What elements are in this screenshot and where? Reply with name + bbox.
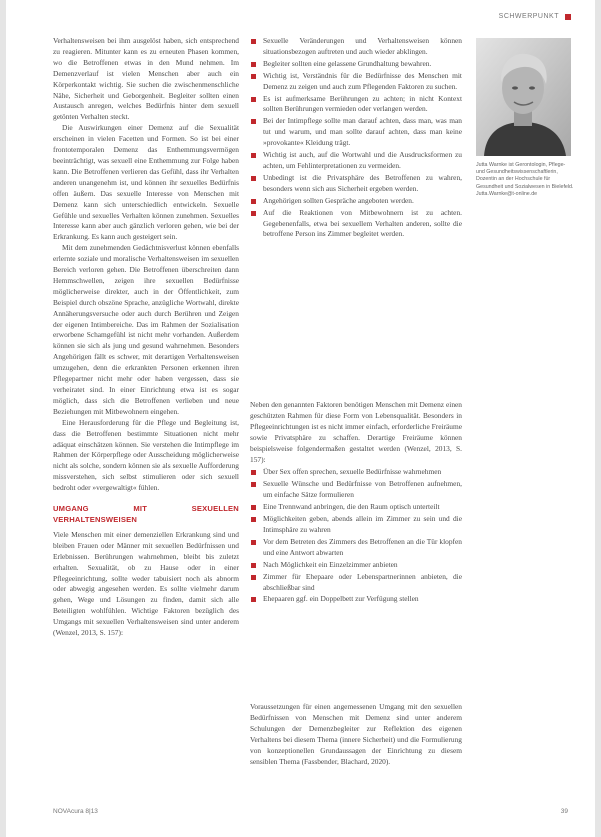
- paragraph: Viele Menschen mit einer demenziellen Erkrankung sind und bleiben Frauen oder Männer mit sexuellen Bedürfnissen und Erlebnissen. Berührungen wahrnehmen, bleibt bis zuletzt erhalten. Sexualität, ob zu Hause oder in einer Pflegeeinrichtung, sollte weder tabuisiert noch als abnorm oder abwegig angesehen werden. Es sollte vielmehr darum gehen, Wege und Lösungen zu finden, damit sich alle Beteiligten wohlfühlen. Wichtige Faktoren bezüglich des Umgangs mit sexuellen Verhaltensweisen sind unter anderem (Wenzel, 2013, S. 157):: [53, 529, 239, 638]
- list-item: Möglichkeiten geben, abends allein im Zimmer zu sein und die Intimsphäre zu wahren: [250, 514, 462, 536]
- section-header: [499, 13, 571, 20]
- author-caption: Jutta Warnke ist Gerontologin, Pflege- und Gesundheitswissenschaftlerin, Dozentin an der Hochschule für Gesundheit und Sozialwesen in Bielefeld. Jutta.Warnke@t-online.de: [476, 162, 574, 197]
- list-item: Über Sex offen sprechen, sexuelle Bedürfnisse wahrnehmen: [250, 467, 462, 478]
- page-footer: [53, 808, 568, 815]
- list-item: Vor dem Betreten des Zimmers des Betroffenen an die Tür klopfen und eine Antwort abwarten: [250, 537, 462, 559]
- page-number: 39: [560, 808, 568, 815]
- left-margin-rail: [0, 0, 6, 837]
- paragraph: Verhaltensweisen bei ihm ausgelöst haben, sich entsprechend zu reagieren. Mitunter kann es zu erneuten Phasen kommen, wo die Betroffenen etwas in den Mund nehmen. Im Demenzverlauf ist vielen Menschen aber auch ein Körperkontakt wichtig. Sie suchen die zwischenmenschliche Nähe, Sicherheit und Geborgenheit. Begleiter sollten einen Austausch anregen, welches Bedürfnis hinter dem sexuell getönten Verhalten steckt.: [53, 36, 239, 122]
- section-heading: UMGANG MIT SEXUELLEN VERHALTENSWEISEN: [53, 504, 239, 524]
- column-right-bottom: [250, 702, 462, 767]
- list-item: Es ist aufmerksame Berührungen zu achten; in nicht Kontext sollten Berührungen vermieden oder verlangen werden.: [250, 94, 462, 116]
- journal-name: NOVAcura 8|13: [53, 808, 98, 815]
- list-item: Begleiter sollten eine gelassene Grundhaltung bewahren.: [250, 59, 462, 70]
- column-left: [53, 36, 239, 639]
- list-item: Eine Trennwand anbringen, die den Raum optisch unterteilt: [250, 502, 462, 513]
- column-right-middle: [250, 400, 462, 606]
- paragraph: Voraussetzungen für einen angemessenen Umgang mit den sexuellen Bedürfnissen von Menschen mit Demenz sind unter anderem Schulungen der Demenzbegleiter zur Reflektion des eigenen Verhaltens bei diesem Thema (innere Sicherheit) und die Formulierung von konzeptionellen Grundaussagen der Einrichtung zu diesem sensiblen Thema (Fassbender, Blachard, 2020).: [250, 702, 462, 766]
- list-item: Sexuelle Veränderungen und Verhaltensweisen können situationsbezogen auftreten und auch wieder abklingen.: [250, 36, 462, 58]
- list-item: Auf die Reaktionen von Mitbewohnern ist zu achten. Gegebenenfalls, etwa bei sexuellem Verhalten anderen, sollte die betroffene Person ins Zimmer begleitet werden.: [250, 208, 462, 241]
- list-item: Nach Möglichkeit ein Einzelzimmer anbieten: [250, 560, 462, 571]
- list-item: Sexuelle Wünsche und Bedürfnisse von Betroffenen aufnehmen, um einfache Sätze formulieren: [250, 479, 462, 501]
- section-label: SCHWERPUNKT: [498, 13, 559, 20]
- portrait-image: [476, 38, 571, 156]
- paragraph: Neben den genannten Faktoren benötigen Menschen mit Demenz einen geschützten Rahmen für diese Form von Lebensqualität. Besonders in Pflegeeinrichtungen ist es nicht immer einfach, erforderliche Freiräume sowie Privatsphäre zu schaffen. Derartige Freiräume können beispielsweise folgendermaßen gestaltet werden (Wenzel, 2013, S. 157):: [250, 400, 462, 464]
- list-item: Wichtig ist auch, auf die Wortwahl und die Ausdrucksformen zu achten, um Fehlinterpretationen zu vermeiden.: [250, 150, 462, 172]
- list-item: Angehörigen sollten Gespräche angeboten werden.: [250, 196, 462, 207]
- bullet-list: [250, 467, 462, 605]
- bullet-list: [250, 36, 462, 240]
- list-item: Bei der Intimpflege sollte man darauf achten, dass man, was man tut und warum, und man sollte darauf achten, dass man keine »provokante« Kleidung trägt.: [250, 116, 462, 149]
- list-item: Ehepaaren ggf. ein Doppelbett zur Verfügung stellen: [250, 594, 462, 605]
- paragraph: Die Auswirkungen einer Demenz auf die Sexualität erscheinen in vielen Facetten und Formen. So ist bei einer frontotemporalen Demenz das Enthemmungsvermögen beeinträchtigt, was sexuell eine Enthemmung zur Folge haben kann. Die Betroffenen verlieren das Gefühl, dass ihr Verhalten anderen unangenehm ist, und können ihr sexuelles Bedürfnis offen äußern. Das sexuelle Interesse von Menschen mit Demenz kann sich unterschiedlich entwickeln. Sexuelle Gefühle und sexuelles Verhalten können zunehmen. Sexuelles Interesse kann aber auch gänzlich verloren gehen, wie bei der Erkrankung. Es kann auch gesteigert sein.: [53, 123, 239, 242]
- paragraph: Mit dem zunehmenden Gedächtnisverlust können ebenfalls erlernte soziale und moralische Verhaltensweisen im sexuellen Bereich verloren gehen. Die Betroffenen überschreiten dann Hemmschwellen, zeigen ihre sexuellen Bedürfnisse möglicherweise direkter, auch in der Öffentlichkeit, zum Beispiel durch obszöne Sprache, anzügliche Wortwahl, direkte Annäherungsversuche oder auch durch Berühren und Zeigen der eigenen Intimbereiche. Das im Rahmen der Sozialisation erworbene Schamgefühl ist nicht mehr vorhanden. Außerdem können sie sich als jung und gesund wahrnehmen. Besonders Angehörigen fällt es schwer, mit derartigen Verhaltensweisen umzugehen, denn die erkrankten Personen erkennen ihren Pflegepartner nicht mehr oder haben vergessen, dass sie verheiratet sind. In einer Einrichtung etwa ist es sogar möglich, dass sich die Betroffenen verlieben und neue Beziehungen mit Mitbewohnern eingehen.: [53, 243, 239, 416]
- list-item: Unbedingt ist die Privatsphäre des Betroffenen zu wahren, besonders wenn sich aus Sicherheit ergeben werden.: [250, 173, 462, 195]
- list-item: Wichtig ist, Verständnis für die Bedürfnisse des Menschen mit Demenz zu zeigen und auch zum Pflegenden Faktoren zu suchen.: [250, 71, 462, 93]
- list-item: Zimmer für Ehepaare oder Lebenspartnerinnen anbieten, die abschließbar sind: [250, 572, 462, 594]
- right-margin-rail: [595, 0, 601, 837]
- paragraph: Eine Herausforderung für die Pflege und Begleitung ist, dass die Betroffenen bestimmte Situationen nicht mehr adäquat einschätzen können. Sie verstehen die Intimpflege im Rahmen der Körperpflege oder Ausscheidung möglicherweise nicht als solche, sondern können sie als sexuelle Aufforderung missverstehen, sich selbst stimulieren oder sich sexuell bedroht oder »vergewaltigt« fühlen.: [53, 417, 239, 493]
- column-right-top: [250, 36, 462, 241]
- author-photo: [476, 38, 571, 156]
- section-marker: [565, 14, 571, 20]
